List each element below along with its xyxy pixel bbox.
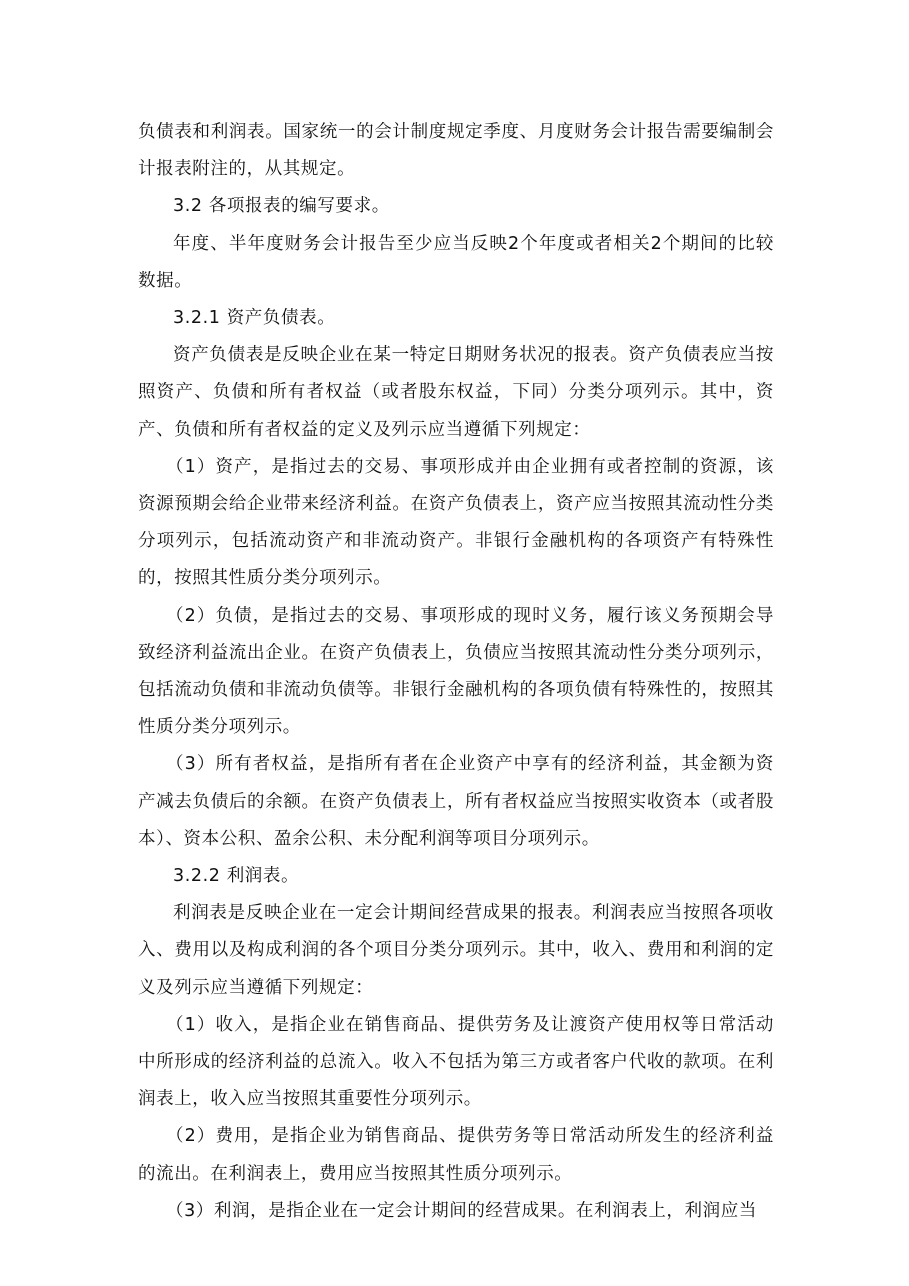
paragraph-revenue: （1）收入，是指企业在销售商品、提供劳务及让渡资产使用权等日常活动中所形成的经济利益的总流入。收入不包括为第三方或者客户代收的款项。在利润表上，收入应当按照其重要性分项列示。 [138, 1014, 774, 1110]
paragraph-assets: （1）资产，是指过去的交易、事项形成并由企业拥有或者控制的资源，该资源预期会给企业带来经济利益。在资产负债表上，资产应当按照其流动性分类分项列示，包括流动资产和非流动资产。非银行金融机构的各项资产有特殊性的，按照其性质分类分项列示。 [138, 456, 774, 589]
paragraph-balance-sheet-intro: 资产负债表是反映企业在某一特定日期财务状况的报表。资产负债表应当按照资产、负债和所有者权益（或者股东权益，下同）分类分项列示。其中，资产、负债和所有者权益的定义及列示应当遵循下列规定： [138, 345, 774, 440]
paragraph-liabilities: （2）负债，是指过去的交易、事项形成的现时义务，履行该义务预期会导致经济利益流出企业。在资产负债表上，负债应当按照其流动性分类分项列示，包括流动负债和非流动负债等。非银行金融机构的各项负债有特殊性的，按照其性质分类分项列示。 [138, 605, 774, 738]
section-heading-3-2: 3.2 各项报表的编写要求。 [173, 196, 390, 217]
paragraph-expenses: （2）费用，是指企业为销售商品、提供劳务等日常活动所发生的经济利益的流出。在利润表上，费用应当按照其性质分项列示。 [138, 1126, 774, 1184]
paragraph-income-statement-intro: 利润表是反映企业在一定会计期间经营成果的报表。利润表应当按照各项收入、费用以及构成利润的各个项目分类分项列示。其中，收入、费用和利润的定义及列示应当遵循下列规定： [138, 903, 774, 998]
paragraph-profit: （3）利润，是指企业在一定会计期间的经营成果。在利润表上，利润应当 [166, 1200, 757, 1221]
paragraph-comparative-data: 年度、半年度财务会计报告至少应当反映2个年度或者相关2个期间的比较数据。 [138, 233, 774, 291]
section-heading-3-2-1: 3.2.1 资产负债表。 [173, 308, 336, 329]
section-heading-3-2-2: 3.2.2 利润表。 [173, 866, 300, 887]
document-body [138, 114, 774, 1230]
paragraph-owners-equity: （3）所有者权益，是指所有者在企业资产中享有的经济利益，其金额为资产减去负债后的余额。在资产负债表上，所有者权益应当按照实收资本（或者股本）、资本公积、盈余公积、未分配利润等项目分项列示。 [138, 754, 774, 849]
paragraph-continuation: 负债表和利润表。国家统一的会计制度规定季度、月度财务会计报告需要编制会计报表附注的，从其规定。 [138, 122, 774, 180]
